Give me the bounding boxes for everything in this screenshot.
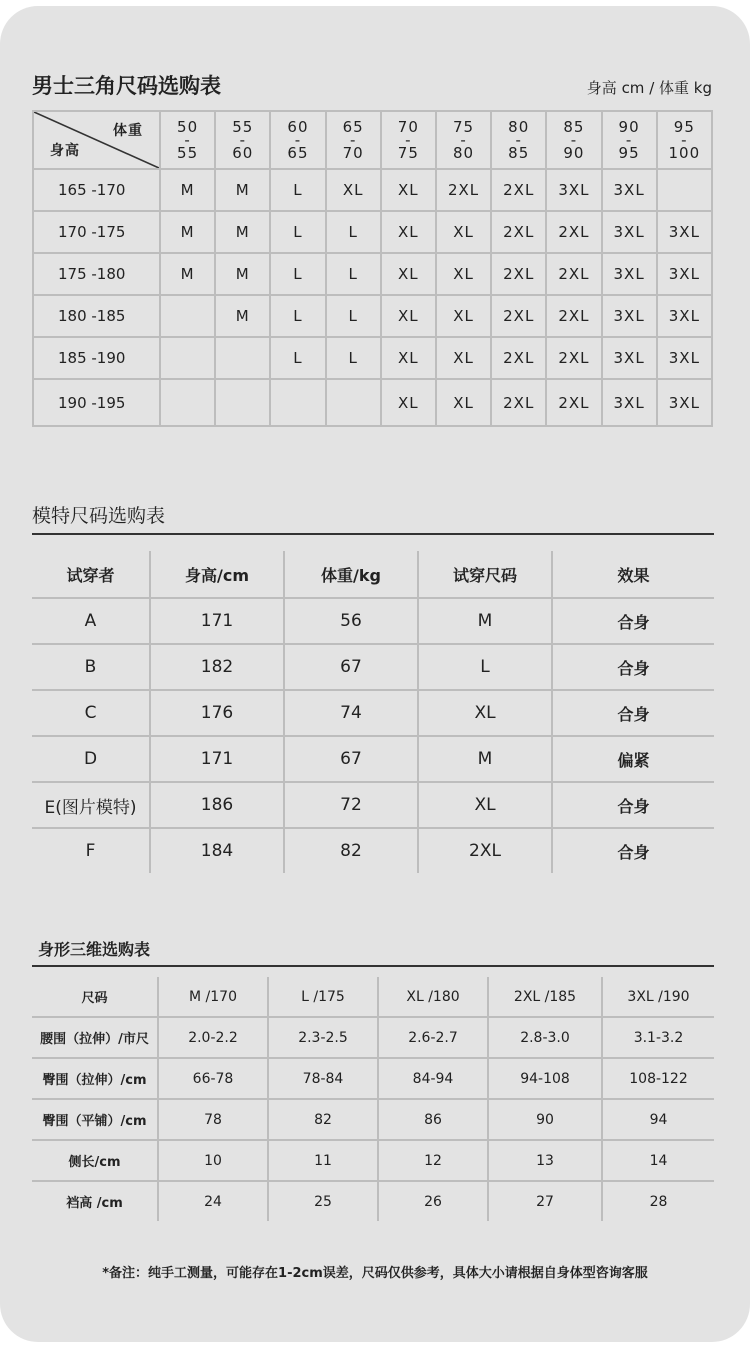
measure-value: 2.6-2.7: [378, 1017, 488, 1058]
body-table-title: 身形三维选购表: [38, 940, 151, 959]
measure-value: 14: [602, 1140, 714, 1181]
size-cell: 2XL: [491, 253, 546, 295]
footnote: *备注：纯手工测量，可能存在1-2cm误差，尺码仅供参考，具体大小请根据自身体型咨询客服: [102, 1266, 648, 1281]
model-height: 186: [150, 782, 284, 828]
weight-header: 55 - 60: [215, 111, 270, 169]
model-height: 171: [150, 736, 284, 782]
measure-value: 90: [488, 1099, 602, 1140]
fit-result: 合身: [552, 690, 714, 736]
size-cell: M: [215, 253, 270, 295]
measure-value: 108-122: [602, 1058, 714, 1099]
model-size: M: [418, 598, 552, 644]
fit-result: 合身: [552, 644, 714, 690]
size-cell: XL: [436, 211, 491, 253]
measure-value: 66-78: [158, 1058, 268, 1099]
model-name: E(图片模特): [32, 782, 150, 828]
corner-cell: [33, 111, 160, 169]
table-row: [32, 690, 714, 736]
size-cell: [160, 337, 215, 379]
size-cell: L: [326, 295, 381, 337]
size-cell: [160, 379, 215, 426]
size-cell: 3XL: [602, 253, 657, 295]
weight-header: 75 - 80: [436, 111, 491, 169]
size-cell: L: [270, 211, 325, 253]
size-cell: L: [270, 169, 325, 211]
fit-result: 合身: [552, 598, 714, 644]
size-cell: 2XL: [491, 295, 546, 337]
model-height: 176: [150, 690, 284, 736]
measure-value: 26: [378, 1181, 488, 1221]
size-cell: XL: [436, 253, 491, 295]
table-row: [32, 1017, 714, 1058]
size-cell: XL: [436, 337, 491, 379]
measure-value: 94: [602, 1099, 714, 1140]
corner-height-label: 身高: [50, 143, 80, 159]
measure-value: 11: [268, 1140, 378, 1181]
size-table: [32, 110, 713, 427]
size-cell: 2XL: [546, 211, 601, 253]
table-row: [32, 1099, 714, 1140]
weight-header: 85 - 90: [546, 111, 601, 169]
model-size: XL: [418, 782, 552, 828]
size-cell: 3XL: [657, 379, 712, 426]
column-header: M /170: [158, 977, 268, 1017]
table-row: [32, 828, 714, 873]
weight-header: 65 - 70: [326, 111, 381, 169]
weight-header: 60 - 65: [270, 111, 325, 169]
table-row: [32, 1140, 714, 1181]
model-height: 171: [150, 598, 284, 644]
fit-result: 偏紧: [552, 736, 714, 782]
measure-value: 84-94: [378, 1058, 488, 1099]
weight-header: 95 - 100: [657, 111, 712, 169]
column-header: L /175: [268, 977, 378, 1017]
size-cell: XL: [436, 295, 491, 337]
size-cell: M: [160, 211, 215, 253]
model-name: C: [32, 690, 150, 736]
size-cell: XL: [381, 211, 436, 253]
measure-value: 24: [158, 1181, 268, 1221]
measure-value: 78: [158, 1099, 268, 1140]
size-cell: [657, 169, 712, 211]
height-label: 170 -175: [33, 211, 160, 253]
size-cell: L: [270, 253, 325, 295]
size-cell: 3XL: [602, 337, 657, 379]
model-table-header-row: [32, 551, 714, 598]
size-cell: [215, 337, 270, 379]
table-row: [32, 644, 714, 690]
measure-label: 裆高 /cm: [32, 1181, 158, 1221]
size-cell: [160, 295, 215, 337]
measure-value: 2.8-3.0: [488, 1017, 602, 1058]
model-size: M: [418, 736, 552, 782]
weight-header: 90 - 95: [602, 111, 657, 169]
measure-value: 10: [158, 1140, 268, 1181]
column-header: 尺码: [81, 991, 108, 1006]
column-header: 试穿者: [66, 565, 115, 585]
table-row: [32, 1181, 714, 1221]
size-cell: 3XL: [602, 379, 657, 426]
height-label: 175 -180: [33, 253, 160, 295]
size-cell: [326, 379, 381, 426]
section-divider: [32, 533, 714, 535]
table-row: [32, 598, 714, 644]
measure-value: 82: [268, 1099, 378, 1140]
size-cell: 2XL: [491, 169, 546, 211]
measure-value: 27: [488, 1181, 602, 1221]
column-header: 效果: [552, 551, 714, 598]
table-row: [32, 1058, 714, 1099]
size-cell: M: [215, 169, 270, 211]
weight-header: 50 - 55: [160, 111, 215, 169]
height-label: 165 -170: [33, 169, 160, 211]
measure-value: 86: [378, 1099, 488, 1140]
measure-label: 臀围（拉伸）/cm: [32, 1058, 158, 1099]
size-cell: 2XL: [546, 337, 601, 379]
model-weight: 82: [284, 828, 418, 873]
size-cell: 2XL: [546, 379, 601, 426]
weight-header: 80 - 85: [491, 111, 546, 169]
table-row: [33, 169, 712, 211]
table-row: [32, 736, 714, 782]
measure-value: 78-84: [268, 1058, 378, 1099]
section-divider: [32, 965, 714, 967]
size-cell: L: [326, 253, 381, 295]
size-table-header-row: [33, 111, 712, 169]
size-cell: L: [270, 295, 325, 337]
size-cell: [215, 379, 270, 426]
measure-value: 2.0-2.2: [158, 1017, 268, 1058]
model-size: XL: [418, 690, 552, 736]
size-cell: 3XL: [657, 337, 712, 379]
measure-value: 2.3-2.5: [268, 1017, 378, 1058]
model-table: [32, 551, 714, 873]
size-cell: XL: [381, 337, 436, 379]
model-name: D: [32, 736, 150, 782]
column-header: 2XL /185: [488, 977, 602, 1017]
table-row: [33, 211, 712, 253]
size-cell: M: [215, 295, 270, 337]
body-measure-table: [32, 977, 714, 1221]
size-cell: L: [270, 337, 325, 379]
model-weight: 67: [284, 736, 418, 782]
size-cell: M: [160, 253, 215, 295]
size-cell: XL: [436, 379, 491, 426]
model-height: 182: [150, 644, 284, 690]
column-header: 试穿尺码: [418, 551, 552, 598]
measure-label: 侧长/cm: [32, 1140, 158, 1181]
body-table-header-row: [32, 977, 714, 1017]
weight-header: 70 - 75: [381, 111, 436, 169]
size-cell: 2XL: [491, 211, 546, 253]
size-cell: 3XL: [602, 211, 657, 253]
column-header: XL /180: [378, 977, 488, 1017]
table-row: [32, 782, 714, 828]
column-header: 体重/kg: [284, 551, 418, 598]
model-weight: 74: [284, 690, 418, 736]
size-cell: L: [326, 211, 381, 253]
model-table-title: 模特尺码选购表: [32, 505, 166, 527]
model-weight: 56: [284, 598, 418, 644]
fit-result: 合身: [552, 782, 714, 828]
size-cell: 2XL: [491, 337, 546, 379]
model-name: B: [32, 644, 150, 690]
model-name: F: [32, 828, 150, 873]
corner-weight-label: 体重: [113, 123, 143, 139]
measure-value: 25: [268, 1181, 378, 1221]
measure-label: 臀围（平铺）/cm: [32, 1099, 158, 1140]
height-label: 180 -185: [33, 295, 160, 337]
size-cell: L: [326, 337, 381, 379]
model-size: 2XL: [418, 828, 552, 873]
size-cell: 2XL: [491, 379, 546, 426]
column-header: 3XL /190: [602, 977, 714, 1017]
size-cell: 3XL: [602, 295, 657, 337]
size-cell: XL: [326, 169, 381, 211]
size-cell: [270, 379, 325, 426]
table-row: [33, 253, 712, 295]
measure-value: 13: [488, 1140, 602, 1181]
size-cell: XL: [381, 295, 436, 337]
size-cell: 3XL: [602, 169, 657, 211]
measure-value: 12: [378, 1140, 488, 1181]
height-label: 185 -190: [33, 337, 160, 379]
size-cell: XL: [381, 169, 436, 211]
model-weight: 67: [284, 644, 418, 690]
measure-value: 94-108: [488, 1058, 602, 1099]
size-table-title: 男士三角尺码选购表: [32, 74, 221, 98]
size-cell: 3XL: [657, 253, 712, 295]
measure-label: 腰围（拉伸）/市尺: [32, 1017, 158, 1058]
model-height: 184: [150, 828, 284, 873]
height-label: 190 -195: [33, 379, 160, 426]
model-weight: 72: [284, 782, 418, 828]
measure-value: 28: [602, 1181, 714, 1221]
table-row: [33, 295, 712, 337]
model-name: A: [32, 598, 150, 644]
size-cell: XL: [381, 379, 436, 426]
table-row: [33, 337, 712, 379]
fit-result: 合身: [552, 828, 714, 873]
size-cell: 3XL: [546, 169, 601, 211]
size-cell: XL: [381, 253, 436, 295]
size-cell: M: [215, 211, 270, 253]
table-row: [33, 379, 712, 426]
size-cell: 3XL: [657, 211, 712, 253]
size-cell: 2XL: [436, 169, 491, 211]
size-cell: 3XL: [657, 295, 712, 337]
unit-note: 身高 cm / 体重 kg: [586, 79, 712, 97]
size-cell: 2XL: [546, 253, 601, 295]
size-cell: M: [160, 169, 215, 211]
size-cell: 2XL: [546, 295, 601, 337]
measure-value: 3.1-3.2: [602, 1017, 714, 1058]
model-size: L: [418, 644, 552, 690]
column-header: 身高/cm: [150, 551, 284, 598]
